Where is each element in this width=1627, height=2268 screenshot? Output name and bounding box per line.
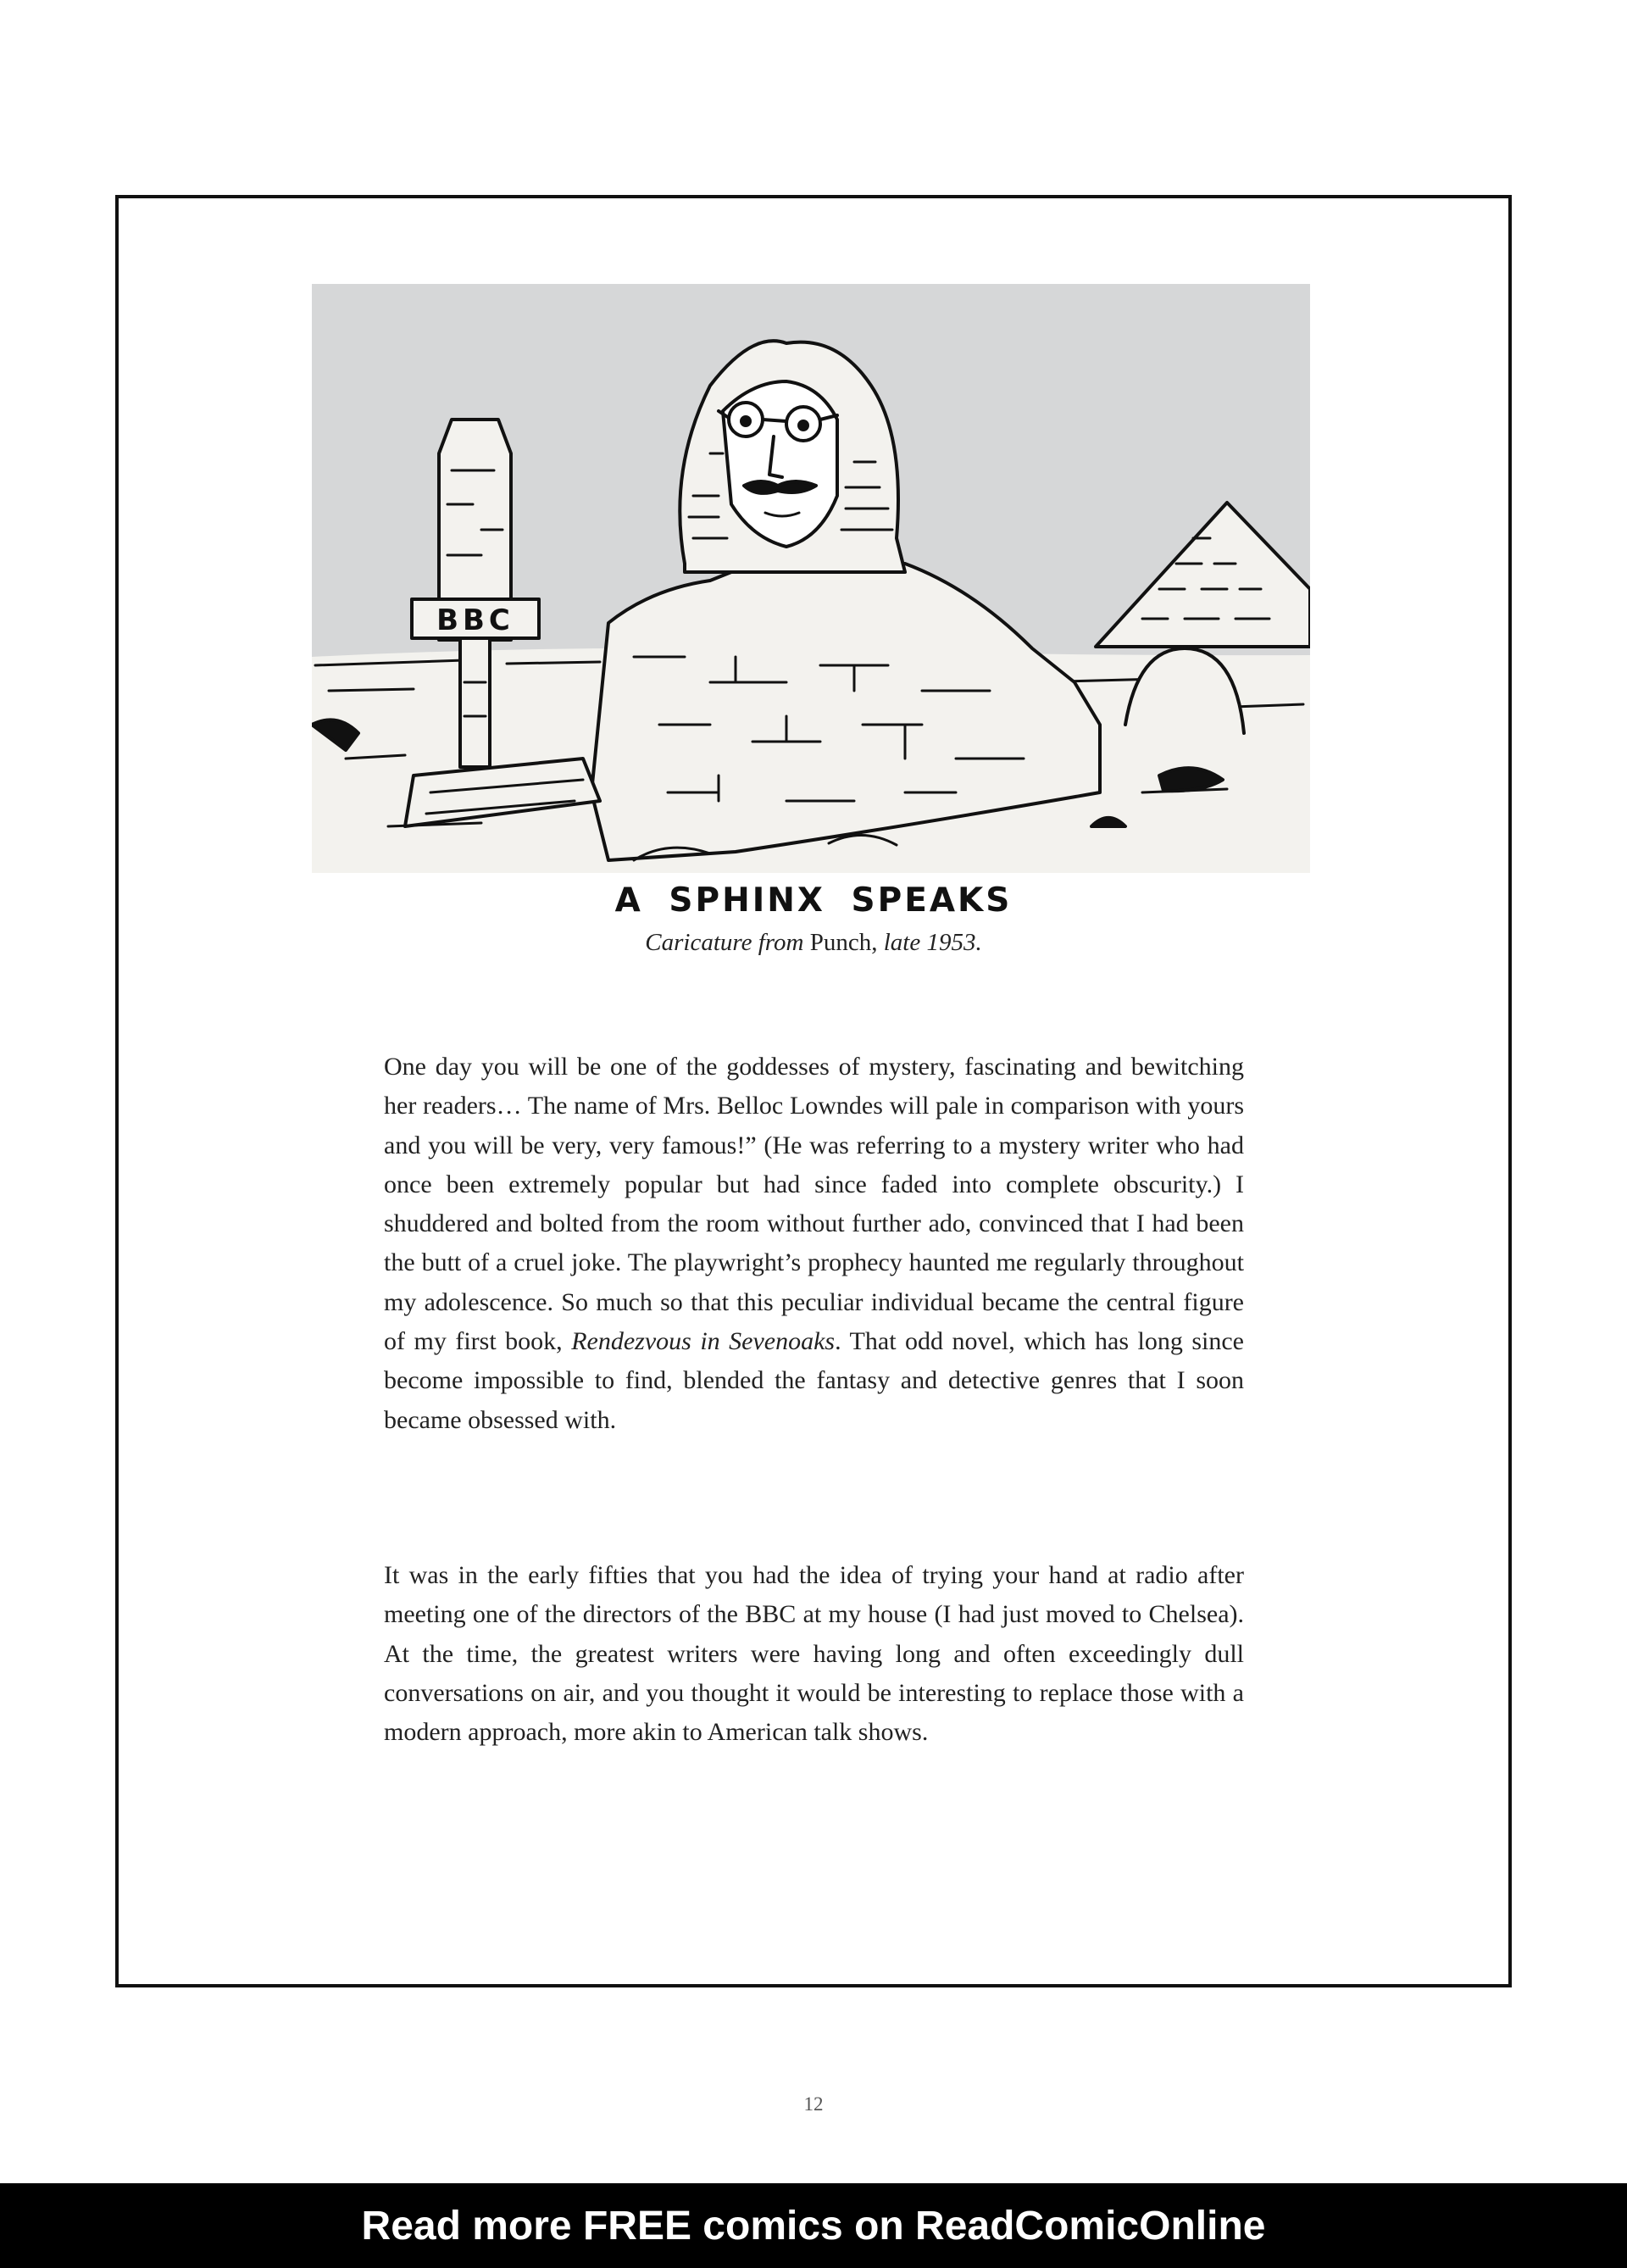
caption-sub-italic-2: late 1953.: [883, 929, 982, 956]
promo-banner-link[interactable]: Read more FREE comics on ReadComicOnline: [361, 2203, 1266, 2249]
caption-subtitle: [0, 929, 1627, 957]
caption-sub-publication: Punch,: [809, 929, 878, 956]
book-title: Rendezvous in Sevenoaks: [571, 1327, 836, 1356]
bbc-label: BBC: [436, 603, 514, 637]
promo-banner: [0, 2183, 1627, 2268]
paragraph-1-text-after: . That odd novel, which has long since become impossible to find, blended the fantasy and detective genres that I soon became obsessed with.: [384, 1327, 1244, 1434]
caption-title: A SPHINX SPEAKS: [614, 881, 1013, 920]
page-number: 12: [803, 2093, 824, 2115]
caption-sub-italic-1: Caricature from: [645, 929, 804, 956]
paragraph-1-text-before: One day you will be one of the goddesses of mystery, fascinating and bewitching her readers… The name of Mrs. Belloc Lowndes will pale in comparison with yours and you will be very, very famous!” (He was referring to a mystery writer who had once been extremely popular but had since faded into complete obscurity.) I shuddered and bolted from the room without further ado, convinced that I had been the butt of a cruel joke. The playwright’s prophecy haunted me regularly throughout my adolescence. So much so that this peculiar individual became the central figure of my first book,: [384, 1053, 1244, 1356]
body-paragraph-2: It was in the early fifties that you had the idea of trying your hand at radio after meeting one of the directors of the BBC at my house (I had just moved to Chelsea). At the time, the greatest writers were having long and often exceedingly dull conversations on air, and you thought it would be interesting to replace those with a modern approach, more akin to American talk shows.: [384, 1561, 1244, 1747]
sphinx-caricature-illustration: [312, 284, 1310, 873]
body-paragraph-1: [384, 1048, 1244, 1440]
